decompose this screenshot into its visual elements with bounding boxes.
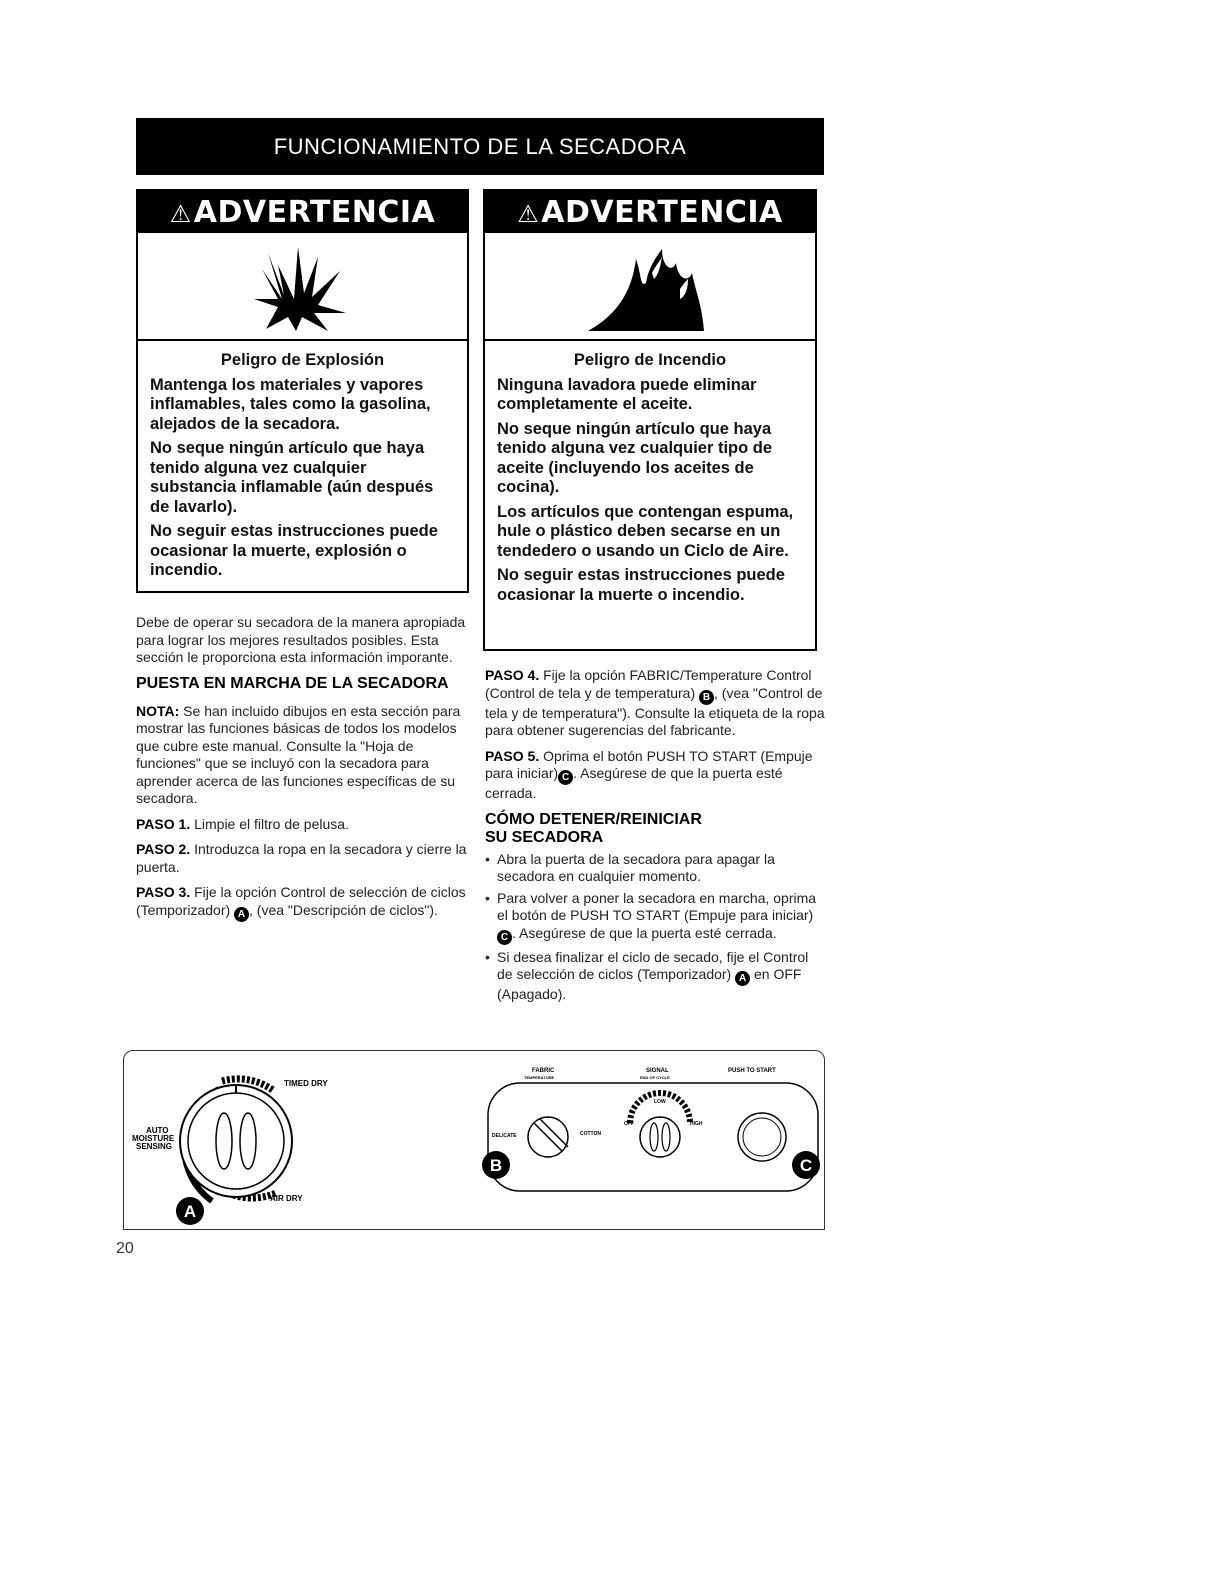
warning-triangle-icon: ⚠ xyxy=(517,200,540,228)
explosion-icon xyxy=(138,233,467,341)
temperature-label: TEMPERATURE xyxy=(524,1075,555,1080)
label-b: B xyxy=(489,1156,503,1175)
control-panel-illustration xyxy=(123,1050,825,1230)
delicate-label: DELICATE xyxy=(492,1133,517,1139)
badge-b: B xyxy=(699,690,714,705)
step-1: PASO 1. Limpie el filtro de pelusa. xyxy=(136,815,349,832)
section-heading: PUESTA EN MARCHA DE LA SECADORA xyxy=(136,674,449,692)
warning-paragraph: Mantenga los materiales y vapores inflamables, tales como la gasolina, alejados de la secadora. xyxy=(150,375,431,433)
off-label: OFF xyxy=(624,1121,634,1127)
label-a: A xyxy=(183,1202,197,1221)
intro-paragraph: Debe de operar su secadora de la manera apropiada para lograr los mejores resultados posibles. Esta sección le proporciona esta información imporante. xyxy=(136,614,466,665)
right-column xyxy=(485,667,825,1008)
badge-c: C xyxy=(497,930,512,945)
badge-a: A xyxy=(234,907,249,922)
warning-box-fire xyxy=(483,189,817,651)
signal-label: SIGNAL xyxy=(646,1068,669,1074)
warning-subtitle: Peligro de Incendio xyxy=(573,351,727,369)
warning-paragraph: No seque ningún artículo que haya tenido alguna vez cualquier tipo de aceite (incluyendo los aceites de cocina). xyxy=(497,419,773,496)
warning-title: ⚠ADVERTENCIA xyxy=(485,191,815,233)
warning-paragraph: Ninguna lavadora puede eliminar completamente el aceite. xyxy=(497,375,757,413)
end-of-cycle-label: END OF CYCLE xyxy=(640,1075,670,1080)
timer-dial xyxy=(180,1079,292,1201)
step-2: PASO 2. Introduzca la ropa en la secadora y cierre la puerta. xyxy=(136,841,467,875)
section-heading: CÓMO DETENER/REINICIAR SU SECADORA xyxy=(485,810,702,846)
warning-triangle-icon: ⚠ xyxy=(169,200,192,228)
list-item: • Abra la puerta de la secadora para apagar la secadora en cualquier momento. xyxy=(485,851,825,886)
warning-title: ⚠ADVERTENCIA xyxy=(138,191,467,233)
warning-paragraph: No seguir estas instrucciones puede ocasionar la muerte, explosión o incendio. xyxy=(150,522,438,579)
warning-paragraph: No seque ningún artículo que haya tenido alguna vez cualquier substancia inflamable (aún después de lavarlo). xyxy=(150,439,434,516)
badge-c: C xyxy=(558,770,573,785)
step-3: PASO 3. Fije la opción Control de selección de ciclos (Temporizador) A , (vea "Descripción de ciclos"). xyxy=(136,884,466,920)
high-label: HIGH xyxy=(690,1121,703,1127)
step-5: PASO 5. Oprima el botón PUSH TO START (Empuje para iniciar) C . Asegúrese de que la puerta esté cerrada. xyxy=(485,747,813,801)
step-4: PASO 4. Fije la opción FABRIC/Temperature Control (Control de tela y de temperatura) B , (vea "Control de tela y de temperatura"). Consulte la etiqueta de la ropa para obtener sugerencias del fabricante. xyxy=(485,667,825,738)
warning-box-explosion xyxy=(136,189,469,593)
list-item: • Si desea finalizar el ciclo de secado, fije el Control de selección de ciclos (Temporizador) A en OFF (Apagado). xyxy=(485,949,825,1004)
nota-paragraph: NOTA: Se han incluido dibujos en esta sección para mostrar las funciones básicas de todos los modelos que cubre este manual. Consulte la "Hoja de funciones" que se incluyó con la secadora para aprender acerca de las funciones específicas de su secadora. xyxy=(136,702,461,806)
warning-paragraph: Los artículos que contengan espuma, hule o plástico deben secarse en un tendedero o usando un Ciclo de Aire. xyxy=(497,502,794,560)
section-header: FUNCIONAMIENTO DE LA SECADORA xyxy=(136,118,824,175)
fabric-dial xyxy=(528,1117,568,1157)
warning-paragraph: No seguir estas instrucciones puede ocasionar la muerte o incendio. xyxy=(497,566,785,604)
cotton-label: COTTON xyxy=(580,1131,602,1137)
air-dry-label: AIR DRY xyxy=(270,1194,303,1203)
warning-subtitle: Peligro de Explosión xyxy=(220,351,385,369)
push-to-start-label: PUSH TO START xyxy=(728,1068,776,1074)
fire-icon xyxy=(485,233,815,341)
sensing-label: SENSING xyxy=(136,1142,173,1151)
list-item: • Para volver a poner la secadora en marcha, oprima el botón de PUSH TO START (Empuje para iniciar) C . Asegúrese de que la puerta esté cerrada. xyxy=(485,890,825,945)
auto-label: AUTO xyxy=(146,1126,169,1135)
left-column xyxy=(136,614,474,930)
badge-a: A xyxy=(735,971,750,986)
timed-dry-label: TIMED DRY xyxy=(284,1079,328,1088)
low-label: LOW xyxy=(654,1099,666,1105)
fabric-label: FABRIC xyxy=(532,1068,555,1074)
bullet-list xyxy=(485,851,825,1004)
moisture-label: MOISTURE xyxy=(132,1134,175,1143)
page-number: 20 xyxy=(116,1240,134,1257)
label-c: C xyxy=(799,1156,813,1175)
